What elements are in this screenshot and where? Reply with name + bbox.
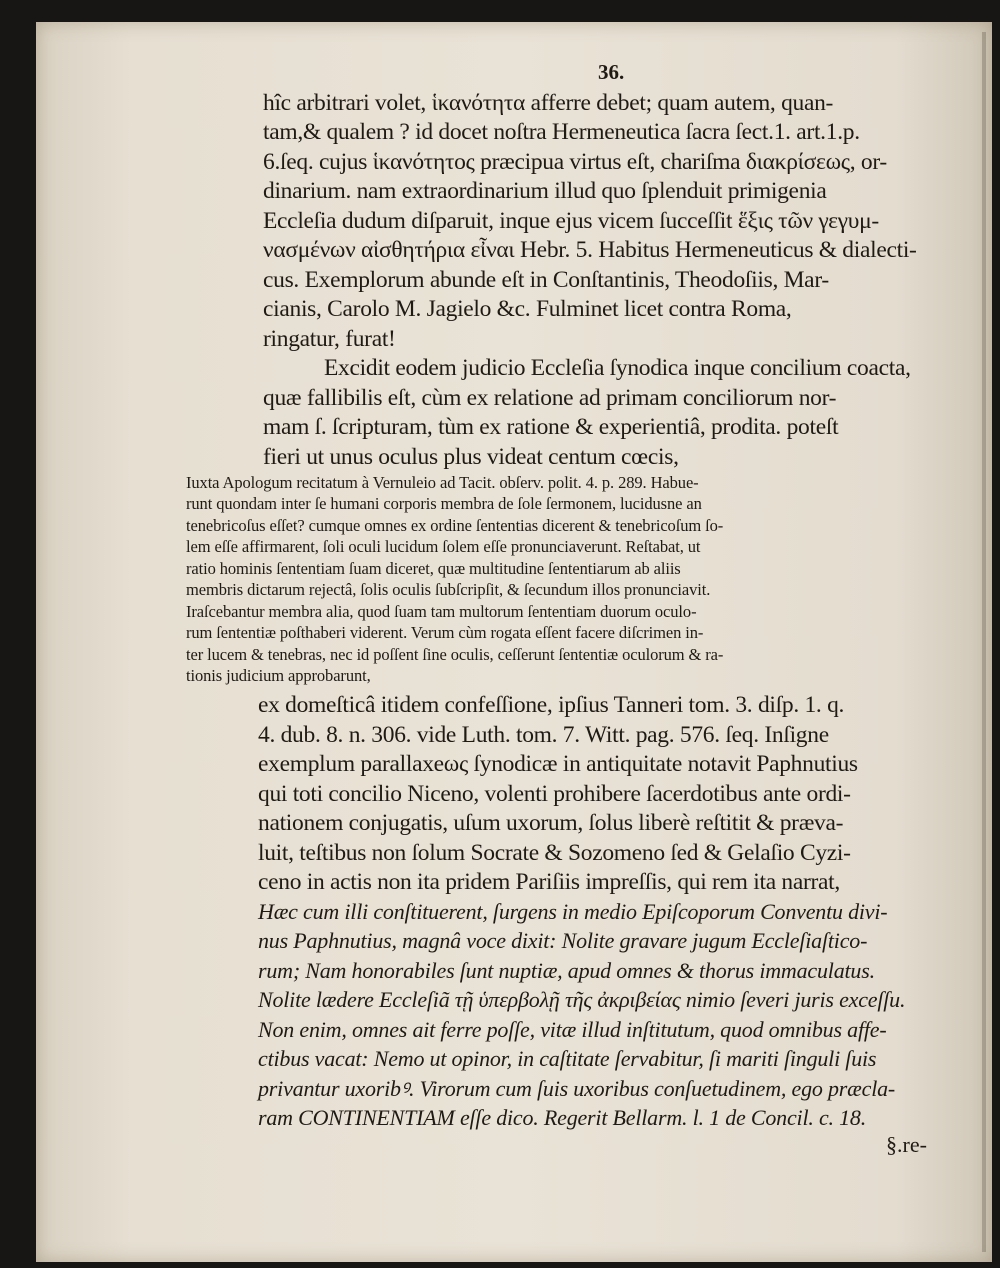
body-line: cus. Exemplorum abunde eſt in Conſtantinis, Theodoſiis, Mar- [263,267,829,293]
quote-line: Non enim, omnes ait ferre poſſe, vitæ illud inſtitutum, quod omnibus affe- [258,1017,887,1042]
note-line: tionis judicium approbarunt, [186,666,371,685]
note-line: Iraſcebantur membra alia, quod ſuam tam multorum ſententiam duorum oculo- [186,602,697,621]
body-line: quæ fallibilis eſt, cùm ex relatione ad primam conciliorum nor- [263,385,837,411]
quote-line: ram CONTINENTIAM eſſe dico. Regerit Bellarm. l. 1 de Concil. c. 18. [258,1105,867,1130]
book-page [36,22,992,1262]
body-line: Excidit eodem judicio Eccleſia ſynodica inque concilium coacta, [324,355,911,381]
body-line: 4. dub. 8. n. 306. vide Luth. tom. 7. Witt. pag. 576. ſeq. Inſigne [258,722,829,748]
body-line: mam ſ. ſcripturam, tùm ex ratione & experientiâ, prodita. poteſt [263,414,839,440]
note-line: rum ſententiæ poſthaberi viderent. Verum cùm rogata eſſent facere diſcrimen in- [186,623,704,642]
note-line: ratio hominis ſententiam ſuam diceret, quæ multitudine ſententiarum ab aliis [186,559,681,578]
note-line: tenebricoſus eſſet? cumque omnes ex ordine ſententias dicerent & tenebricoſum ſo- [186,516,724,535]
body-line: nationem conjugatis, uſum uxorum, ſolus liberè reſtitit & præva- [258,810,844,836]
body-line: tam,& qualem ? id docet noſtra Hermeneutica ſacra ſect.1. art.1.p. [263,119,860,145]
note-line: Iuxta Apologum recitatum à Vernuleio ad Tacit. obſerv. polit. 4. p. 289. Habue- [186,473,699,492]
body-line: qui toti concilio Niceno, volenti prohibere ſacerdotibus ante ordi- [258,781,851,807]
body-line: ceno in actis non ita pridem Pariſiis impreſſis, qui rem ita narrat, [258,869,840,895]
quote-line: rum; Nam honorabiles ſunt nuptiæ, apud omnes & thorus immaculatus. [258,958,875,983]
note-line: membris dictarum rejectâ, ſolis oculis ſubſcripſit, & ſecundum illos pronunciavit. [186,580,711,599]
body-line: hîc arbitrari volet, ἱκανότητα afferre debet; quam autem, quan- [263,90,834,116]
page-number: 36. [598,60,625,84]
body-line: luit, teſtibus non ſolum Socrate & Sozomeno ſed & Gelaſio Cyzi- [258,840,851,866]
quote-line: Nolite lædere Eccleſiã τῇ ὑπερβολῇ τῆς ἀκριβείας nimio ſeveri juris exceſſu. [258,987,906,1012]
body-line: exemplum parallaxeως ſynodicæ in antiquitate notavit Paphnutius [258,751,858,777]
catchword: §.re- [886,1132,927,1157]
body-line: νασμένων αἰσθητήρια εἶναι Hebr. 5. Habitus Hermeneuticus & dialecti- [263,237,917,263]
quote-line: Hæc cum illi conſtituerent, ſurgens in medio Epiſcoporum Conventu divi- [258,899,888,924]
body-line: ringatur, furat! [263,326,396,352]
body-line: fieri ut unus oculus plus videat centum cœcis, [263,444,679,470]
body-line: cianis, Carolo M. Jagielo &c. Fulminet licet contra Roma, [263,296,792,322]
note-line: lem eſſe affirmarent, ſoli oculi lucidum ſolem eſſe pronunciaverunt. Reſtabat, ut [186,537,701,556]
body-line: ex domeſticâ itidem confeſſione, ipſius Tanneri tom. 3. diſp. 1. q. [258,692,845,718]
quote-line: ctibus vacat: Nemo ut opinor, in caſtitate ſervabitur, ſi mariti ſinguli ſuis [258,1046,877,1071]
body-line: dinarium. nam extraordinarium illud quo ſplenduit primigenia [263,178,827,204]
body-line: Eccleſia dudum diſparuit, inque ejus vicem ſucceſſit ἕξις τῶν γεγυμ- [263,208,879,234]
note-line: ter lucem & tenebras, nec id poſſent ſine oculis, ceſſerunt ſententiæ oculorum & ra- [186,645,724,664]
note-line: runt quondam inter ſe humani corporis membra de ſole ſermonem, lucidusne an [186,494,702,513]
quote-line: privantur uxoribꝰ. Virorum cum ſuis uxoribus conſuetudinem, ego præcla- [258,1076,896,1101]
quote-line: nus Paphnutius, magnâ voce dixit: Nolite gravare jugum Eccleſiaſtico- [258,928,868,953]
body-line: 6.ſeq. cujus ἱκανότητος præcipua virtus eſt, chariſma διακρίσεως, or- [263,149,887,175]
